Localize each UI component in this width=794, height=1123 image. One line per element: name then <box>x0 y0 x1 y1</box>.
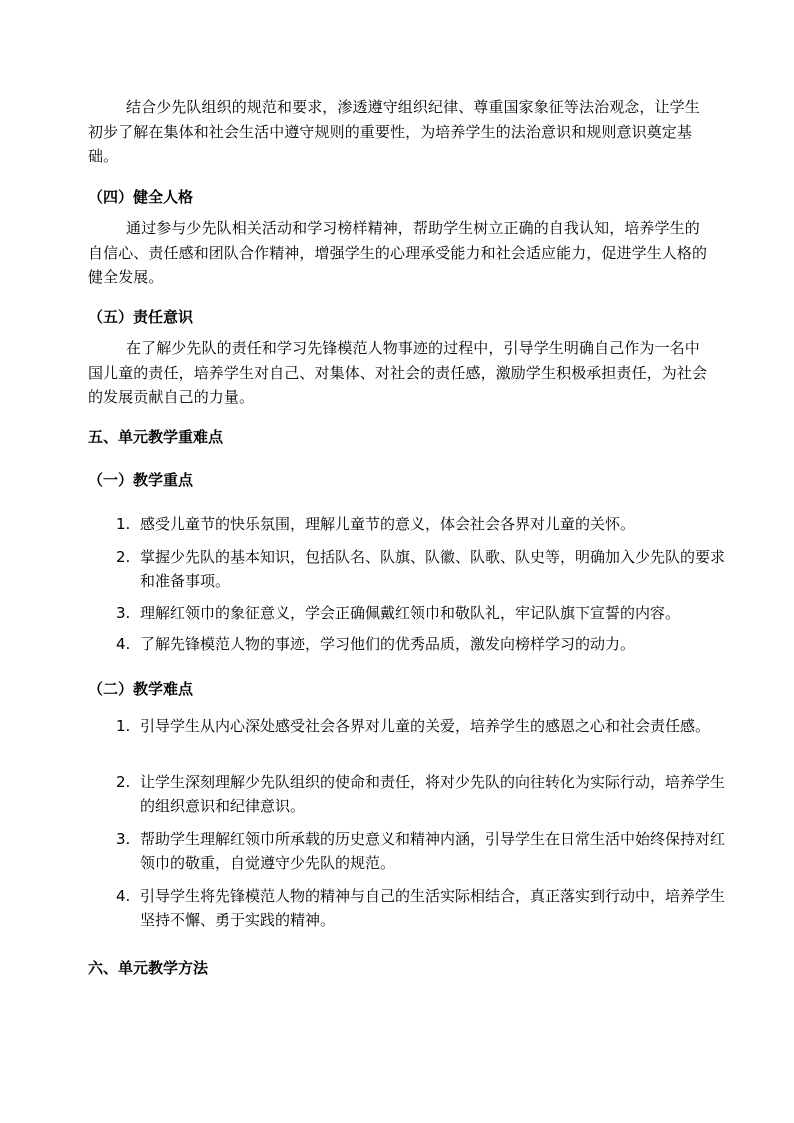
heading-unit-key-difficult-points: 五、单元教学重难点 <box>88 428 224 446</box>
list-item-text: 让学生深刻理解少先队组织的使命和责任，将对少先队的向往转化为实际行动，培养学生的组织意识和纪律意识。 <box>140 773 726 815</box>
difficult-point-item <box>116 714 726 738</box>
difficult-point-item <box>116 827 726 875</box>
heading-key-points: （一）教学重点 <box>88 471 194 489</box>
list-item-text: 引导学生将先锋模范人物的精神与自己的生活实际相结合，真正落实到行动中，培养学生坚持不懈、勇于实践的精神。 <box>140 887 726 929</box>
heading-responsibility: （五）责任意识 <box>88 308 194 326</box>
list-number: 1. <box>116 717 131 735</box>
list-number: 4. <box>116 887 131 905</box>
list-number: 3. <box>116 604 131 622</box>
difficult-point-item <box>116 884 726 932</box>
responsibility-paragraph: 在了解少先队的责任和学习先锋模范人物事迹的过程中，引导学生明确自己作为一名中国儿童的责任，培养学生对自己、对集体、对社会的责任感，激励学生积极承担责任，为社会的发展贡献自己的力量。 <box>88 339 708 406</box>
key-point-item <box>116 512 726 536</box>
list-number: 3. <box>116 830 131 848</box>
difficult-point-item <box>116 770 726 818</box>
heading-difficult-points: （二）教学难点 <box>88 680 194 698</box>
list-item-text: 引导学生从内心深处感受社会各界对儿童的关爱，培养学生的感恩之心和社会责任感。 <box>140 717 711 735</box>
list-item-text: 感受儿童节的快乐氛围，理解儿童节的意义，体会社会各界对儿童的关怀。 <box>140 515 636 533</box>
list-item-text: 帮助学生理解红领巾所承载的历史意义和精神内涵，引导学生在日常生活中始终保持对红领巾的敬重，自觉遵守少先队的规范。 <box>140 830 726 872</box>
list-number: 4. <box>116 635 131 653</box>
key-point-item <box>116 545 726 593</box>
key-point-item <box>116 632 726 656</box>
heading-healthy-personality: （四）健全人格 <box>88 188 194 206</box>
list-item-text: 了解先锋模范人物的事迹，学习他们的优秀品质，激发向榜样学习的动力。 <box>140 635 636 653</box>
heading-unit-teaching-methods: 六、单元教学方法 <box>88 959 209 977</box>
list-item-text: 理解红领巾的象征意义，学会正确佩戴红领巾和敬队礼，牢记队旗下宣誓的内容。 <box>140 604 681 622</box>
list-number: 2. <box>116 773 131 791</box>
healthy-personality-paragraph: 通过参与少先队相关活动和学习榜样精神，帮助学生树立正确的自我认知，培养学生的自信心、责任感和团队合作精神，增强学生的心理承受能力和社会适应能力，促进学生人格的健全发展。 <box>88 219 708 286</box>
key-point-item <box>116 601 726 625</box>
rule-of-law-paragraph: 结合少先队组织的规范和要求，渗透遵守组织纪律、尊重国家象征等法治观念，让学生初步了解在集体和社会生活中遵守规则的重要性，为培养学生的法治意识和规则意识奠定基础。 <box>88 98 700 165</box>
list-number: 1. <box>116 515 131 533</box>
list-number: 2. <box>116 548 131 566</box>
list-item-text: 掌握少先队的基本知识，包括队名、队旗、队徽、队歌、队史等，明确加入少先队的要求和准备事项。 <box>140 548 726 590</box>
